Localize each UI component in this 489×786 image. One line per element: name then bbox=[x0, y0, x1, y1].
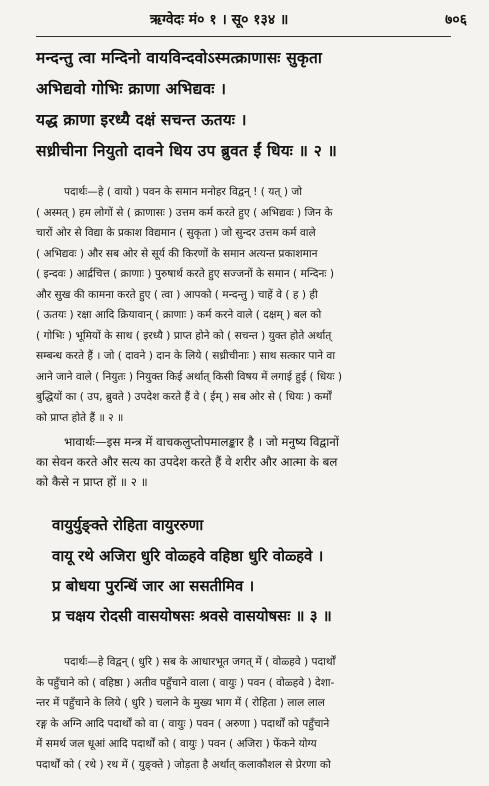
verse2-line: वायू रथे अजिरा धुरि वोळ्हवे वहिष्ठा धुरि वोळ्हवे । bbox=[52, 547, 324, 565]
prose-line: में समर्थ जल धूआं आदि पदार्थों को ( वायुः ) पवन ( अजिरा ) फेंकने योग्य bbox=[36, 738, 317, 750]
verse1-line: मन्दन्तु त्वा मन्दिनो वायविन्दवोऽस्मत्क्राणासः सुकृता bbox=[36, 49, 323, 67]
prose-line: सम्बन्ध करते हैं । जो ( दावने ) दान के लिये ( सध्रीचीनाः ) साथ सत्कार पाने वा bbox=[36, 350, 336, 362]
prose-line: पदार्थों को ( रथे ) रथ में ( युङ्क्ते ) जोड़ता है अर्थात् कलाकौशल से प्रेरणा को bbox=[36, 758, 331, 771]
prose-line: ( गोभिः ) भूमियों के साथ ( इरध्यै ) प्राप्त होने को ( सचन्त ) युक्त होते अर्थात् bbox=[36, 329, 332, 342]
verse2-line: प्र बोधया पुरन्धिं जार आ ससतीमिव । bbox=[52, 577, 255, 595]
prose-line: भावार्थः—इस मन्त्र में वाचकलुप्तोपमालङ्कार है । जो मनुष्य विद्वानों bbox=[64, 435, 339, 449]
verse2-line: वायुर्युङ्क्ते रोहिता वायुररुणा bbox=[52, 516, 204, 534]
prose-line: ( अभिद्यवः ) और सब ओर से सूर्य की किरणों के समान अत्यन्त प्रकाशमान bbox=[36, 247, 318, 260]
prose-line: आने जाने वाले ( नियुतः ) नियुक्त किई अर्थात् किसी विषय में लगाई हुई ( धियः ) bbox=[36, 370, 343, 383]
prose-line: पदार्थः—हे विद्वन् ( धुरि ) सब के आधारभूत जगत् में ( वोळ्हवे ) पदार्थों bbox=[64, 656, 336, 668]
verse1-line: अभिद्यवो गोभिः क्राणा अभिद्यवः । bbox=[36, 80, 227, 98]
prose-line: बुद्धियों का ( उप, ब्रुवते ) उपदेश करते हैं वे ( ईम् ) सब ओर से ( धियः ) कर्मों bbox=[36, 391, 332, 403]
prose-line: का सेवन करते और सत्य का उपदेश करते हैं वे शरीर और आत्मा के बल bbox=[36, 455, 338, 469]
page-number: ७०६ bbox=[445, 12, 467, 28]
prose-line: के पहुँचाने को ( वहिष्ठा ) अतीव पहुँचाने वाला ( वायुः ) पवन ( वोळ्हवे ) देशा- bbox=[36, 676, 335, 689]
header-rule bbox=[36, 36, 451, 37]
bhavartha-1 bbox=[36, 432, 454, 492]
prose-line: को कैसे न प्राप्त हों ॥ २ ॥ bbox=[36, 475, 148, 489]
prose-line: रङ्ग के अग्नि आदि पदार्थों को वा ( वायुः ) पवन ( अरुणा ) पदार्थों को पहुँचाने bbox=[36, 717, 330, 730]
prose-line: ( इन्दवः ) आर्द्रचित्त ( क्राणाः ) पुरुषार्थ करते हुए सज्जनों के समान ( मन्दिनः ) bbox=[36, 268, 335, 280]
prose-line: पदार्थः—हे ( वायो ) पवन के समान मनोहर विद्वन् ! ( यत् ) जो bbox=[64, 186, 302, 198]
verse1-line: सध्रीचीना नियुतो दावने धिय उप ब्रुवत ईं धियः ॥ २ ॥ bbox=[36, 142, 338, 160]
padartha-2 bbox=[36, 652, 454, 775]
prose-line: और सुख की कामना करते हुए ( त्वा ) आपको ( मन्दन्तु ) चाहें वे ( ह ) ही bbox=[36, 288, 318, 301]
prose-line: न्तर में पहुँचाने के लिये ( धुरि ) चलाने के मुख्य भाग में ( रोहिता ) लाल लाल bbox=[36, 697, 325, 709]
padartha-1 bbox=[36, 182, 454, 428]
prose-line: ( ऊतयः ) रक्षा आदि क्रियावान् ( क्राणाः ) कर्म करने वाले ( दक्षम् ) बल को bbox=[36, 309, 322, 321]
prose-line: ( अस्मत् ) हम लोगों से ( क्राणासः ) उत्तम कर्म करते हुए ( अभिद्यवः ) जिन के bbox=[36, 206, 333, 219]
verse2-line: प्र चक्षय रोदसी वासयोषसः श्रवसे वासयोषसः ॥ ३ ॥ bbox=[52, 607, 332, 625]
prose-line: चारों ओर से विद्या के प्रकाश विद्यमान ( सुकृता ) जो सुन्दर उत्तम कर्म वाले bbox=[36, 227, 316, 239]
running-head: ऋग्वेदः मं० १ । सू० १३४ ॥ bbox=[150, 12, 289, 28]
verse1-line: यद्ध क्राणा इरध्यै दक्षं सचन्त ऊतयः । bbox=[36, 111, 247, 129]
prose-line: को प्राप्त होते हैं ॥ २ ॥ bbox=[36, 411, 124, 424]
page-header bbox=[0, 10, 489, 34]
